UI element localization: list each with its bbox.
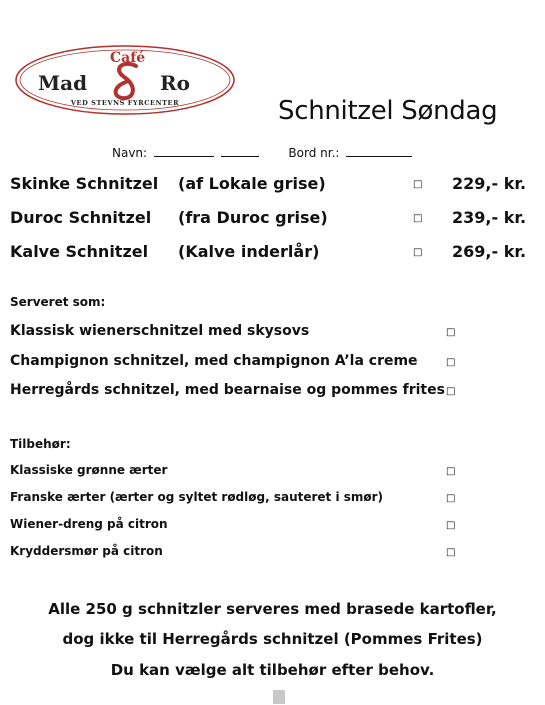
table-number-field[interactable] [346, 145, 412, 157]
dish-price: 229,- kr. [452, 174, 527, 193]
checkbox[interactable]: □ [413, 179, 423, 190]
checkbox[interactable]: □ [446, 547, 456, 558]
checkbox[interactable]: □ [446, 357, 456, 368]
name-field-extra[interactable] [221, 145, 259, 157]
page-title: Schnitzel Søndag [278, 96, 498, 126]
checkbox[interactable]: □ [413, 213, 423, 224]
side-option-label: Wiener-dreng på citron [10, 517, 168, 531]
order-form-line [112, 145, 412, 160]
dish-name: Skinke Schnitzel [10, 174, 159, 193]
dish-name: Duroc Schnitzel [10, 208, 152, 227]
served-heading: Serveret som: [10, 295, 106, 309]
dish-row [0, 242, 545, 264]
logo-cafe-text: Café [110, 50, 146, 66]
side-option-label: Kryddersmør på citron [10, 544, 163, 558]
logo-right-text: Ro [160, 71, 190, 95]
served-option-label: Champignon schnitzel, med champignon A’la creme [10, 353, 418, 369]
logo-graphic [14, 44, 236, 116]
served-option-label: Herregårds schnitzel, med bearnaise og pommes frites [10, 382, 445, 398]
served-option-label: Klassisk wienerschnitzel med skysovs [10, 323, 310, 339]
page-marker [273, 690, 285, 704]
checkbox[interactable]: □ [446, 520, 456, 531]
logo-tagline: Ved Stevns Fyrcenter [70, 99, 180, 107]
table-label: Bord nr.: [288, 146, 340, 160]
checkbox[interactable]: □ [413, 247, 423, 258]
dish-price: 239,- kr. [452, 208, 527, 227]
footer-note: Alle 250 g schnitzler serveres med brasede kartofler, [48, 600, 497, 618]
dish-description: (Kalve inderlår) [178, 242, 320, 261]
footer-note: Du kan vælge alt tilbehør efter behov. [110, 661, 435, 679]
dish-row [0, 174, 545, 196]
checkbox[interactable]: □ [446, 466, 456, 477]
name-field[interactable] [154, 145, 214, 157]
checkbox[interactable]: □ [446, 493, 456, 504]
logo-left-text: Mad [38, 71, 88, 95]
logo-ampersand-icon [116, 64, 136, 98]
sides-heading: Tilbehør: [10, 437, 71, 451]
dish-row [0, 208, 545, 230]
side-option-label: Klassiske grønne ærter [10, 463, 168, 477]
checkbox[interactable]: □ [446, 327, 456, 338]
dish-description: (fra Duroc grise) [178, 208, 328, 227]
side-option-label: Franske ærter (ærter og syltet rødløg, sauteret i smør) [10, 490, 384, 504]
dish-description: (af Lokale grise) [178, 174, 326, 193]
dish-price: 269,- kr. [452, 242, 527, 261]
dish-name: Kalve Schnitzel [10, 242, 149, 261]
footer-note: dog ikke til Herregårds schnitzel (Pommes Frites) [62, 630, 483, 648]
name-label: Navn: [112, 146, 148, 160]
cafe-logo [14, 44, 236, 116]
checkbox[interactable]: □ [446, 386, 456, 397]
